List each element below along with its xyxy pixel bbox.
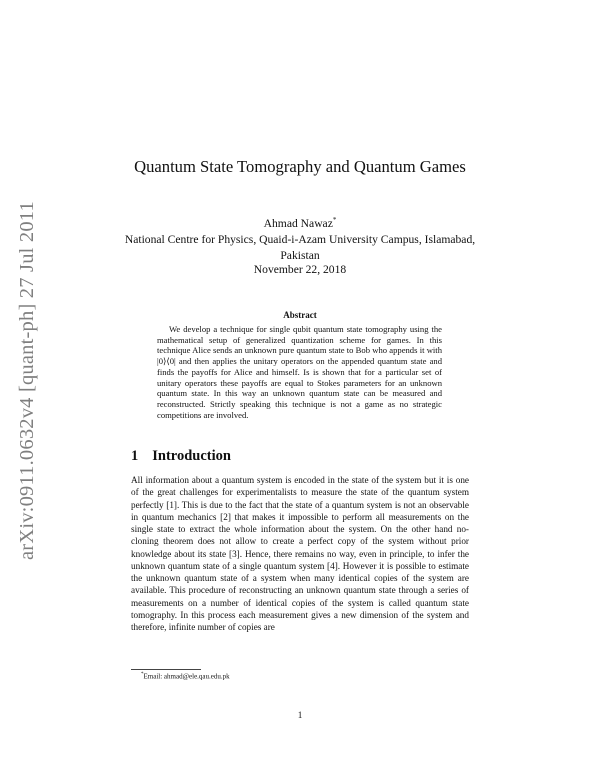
author-footnote-mark: * <box>332 216 337 224</box>
section-title: Introduction <box>152 448 231 464</box>
paper-date: November 22, 2018 <box>253 263 347 276</box>
author-line <box>120 212 480 232</box>
section-number: 1 <box>131 448 139 464</box>
abstract-text: We develop a technique for single qubit quantum state tomography using the mathematical setup of generalized quantization scheme for games. In this technique Alice sends an unknown pure quantum state to Bob who appends it with |0⟩⟨0| and then applies the unitary operators on the appended quantum state and finds the payoffs for Alice and himself. Is is shown that for a particular set of unitary operators these payoffs are equal to Stokes parameters for an unknown quantum state. In this way an unknown quantum state can be measured and reconstructed. Strictly speaking this technique is not a game as no strategic competitions are involved. <box>157 324 442 420</box>
author-name: Ahmad Nawaz <box>263 216 333 230</box>
introduction-text: All information about a quantum system is encoded in the state of the system but it is one of the great challenges for experimentalists to measure the state of the quantum system perfectly [1]. This is due to the fact that the state of a quantum system is not an observable in quantum mechanics [2] that makes it impossible to perform all measurements on the single state to extract the whole information about the system. On the other hand no-cloning theorem does not allow to create a perfect copy of the system without prior knowledge about its state [3]. Hence, there remains no way, even in principle, to infer the unknown quantum state of a single quantum system [4]. However it is possible to estimate the unknown quantum state of a system when many identical copies of the system are available. This procedure of reconstructing an unknown quantum state through a series of measurements on a number of identical copies of the system is called quantum state tomography. In this process each measurement gives a new dimension of the system and therefore, infinite number of copies are <box>131 475 469 632</box>
footnote <box>141 672 230 680</box>
footnote-rule <box>131 669 201 670</box>
footnote-text: Email: ahmad@ele.qau.edu.pk <box>143 672 230 681</box>
author-affiliation: National Centre for Physics, Quaid-i-Azam University Campus, Islamabad, Pakistan <box>124 232 476 262</box>
section-heading <box>131 448 231 465</box>
arxiv-identifier-stamp: arXiv:0911.0632v4 [quant-ph] 27 Jul 2011 <box>16 201 38 560</box>
page-number: 1 <box>297 710 303 720</box>
footnote-mark: * <box>141 672 144 677</box>
abstract-heading: Abstract <box>283 310 317 320</box>
author-block <box>120 212 480 264</box>
paper-title: Quantum State Tomography and Quantum Games <box>134 157 466 176</box>
